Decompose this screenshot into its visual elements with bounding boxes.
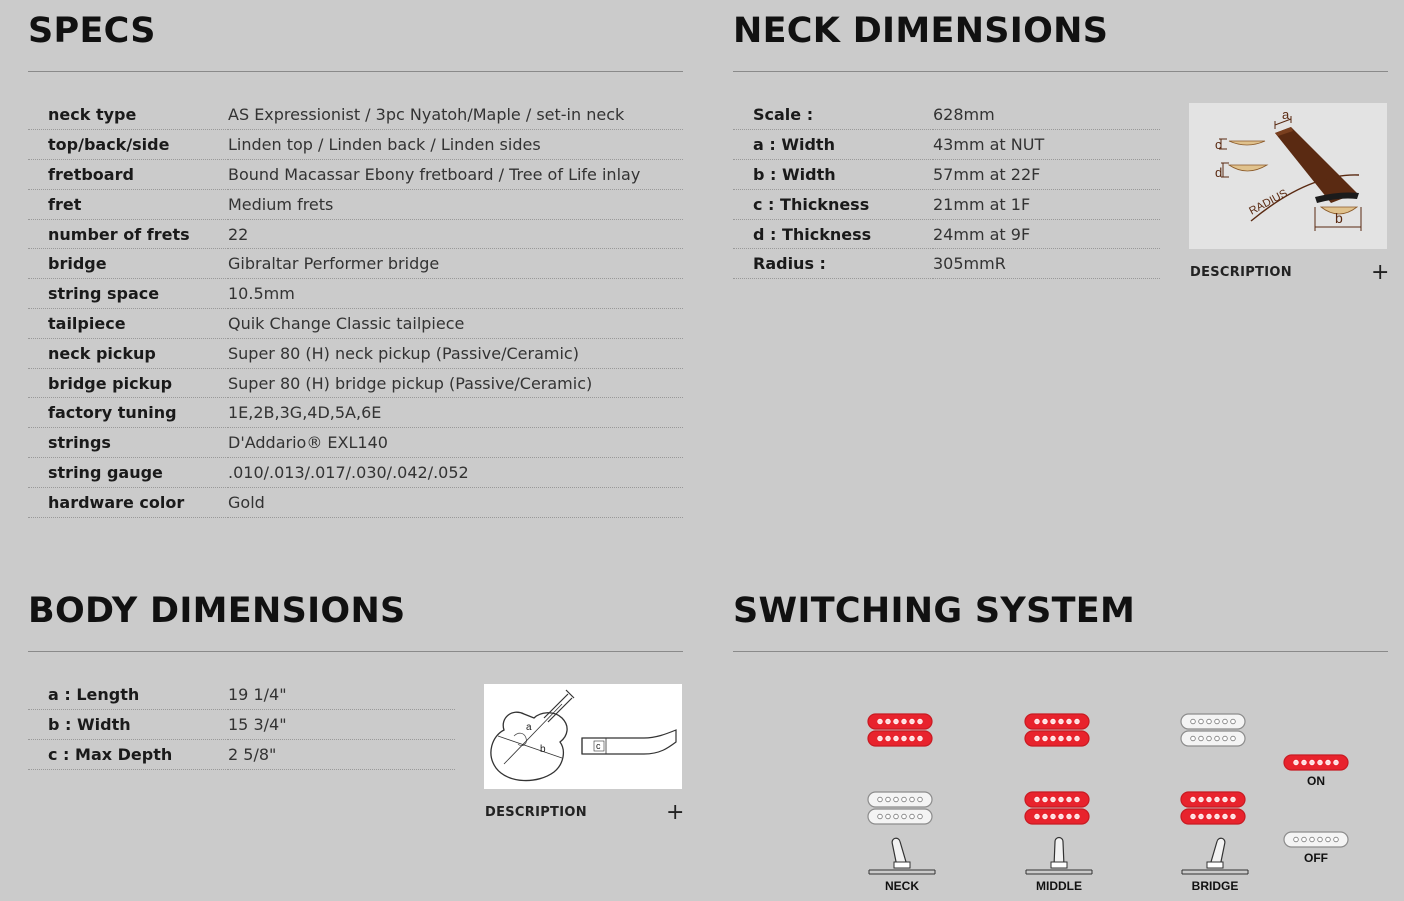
spec-row — [28, 680, 455, 710]
spec-value: AS Expressionist / 3pc Nyatoh/Maple / set-in neck — [228, 100, 683, 130]
neck-dimensions-table — [733, 100, 1160, 279]
spec-value: Gold — [228, 487, 683, 517]
neck-diagram-svg — [1189, 103, 1387, 249]
legend-on-pickup-icon — [1283, 754, 1349, 771]
spec-key: Scale : — [733, 100, 933, 130]
spec-value: Super 80 (H) bridge pickup (Passive/Ceramic) — [228, 368, 683, 398]
body-expand-plus-icon[interactable]: + — [666, 800, 685, 825]
neck-diagram-image — [1189, 103, 1387, 249]
neck-diagram-a-label: a — [1282, 107, 1290, 122]
spec-row — [733, 100, 1160, 130]
spec-row — [28, 100, 683, 130]
neck-dimensions-title: NECK DIMENSIONS — [733, 11, 1109, 51]
neck-expand-plus-icon[interactable]: + — [1371, 260, 1390, 285]
spec-key: tailpiece — [28, 309, 228, 339]
spec-value: Quik Change Classic tailpiece — [228, 309, 683, 339]
legend-off-label: OFF — [1304, 851, 1328, 865]
spec-value: D'Addario® EXL140 — [228, 428, 683, 458]
spec-key: number of frets — [28, 219, 228, 249]
neck-diagram-d-label: d — [1215, 165, 1223, 180]
spec-key: neck type — [28, 100, 228, 130]
spec-value: 24mm at 9F — [933, 219, 1160, 249]
spec-row — [28, 189, 683, 219]
spec-row — [733, 189, 1160, 219]
switching-system-divider — [733, 651, 1388, 652]
neck-pickup-neck-position — [867, 713, 933, 747]
spec-key: Radius : — [733, 249, 933, 279]
spec-row — [28, 398, 683, 428]
spec-row — [28, 279, 683, 309]
spec-value: Medium frets — [228, 189, 683, 219]
switch-position-label: MIDDLE — [1036, 879, 1082, 893]
neck-diagram-c-label: c — [1215, 137, 1222, 152]
spec-row — [733, 130, 1160, 160]
spec-key: a : Width — [733, 130, 933, 160]
switch-position-label: NECK — [884, 879, 919, 893]
spec-row — [28, 219, 683, 249]
spec-row — [28, 160, 683, 190]
spec-key: d : Thickness — [733, 219, 933, 249]
body-dimensions-table — [28, 680, 455, 770]
body-dimensions-divider — [28, 651, 683, 652]
switching-diagram — [733, 660, 1388, 901]
specs-divider — [28, 71, 683, 72]
legend-on-label: ON — [1307, 774, 1325, 788]
spec-row — [733, 160, 1160, 190]
body-description-toggle[interactable]: DESCRIPTION — [485, 805, 587, 820]
spec-row — [733, 219, 1160, 249]
spec-row — [28, 458, 683, 488]
specs-title: SPECS — [28, 11, 156, 51]
neck-diagram-radius-label: RADIUS — [1247, 187, 1290, 218]
spec-key: bridge — [28, 249, 228, 279]
spec-value: 21mm at 1F — [933, 189, 1160, 219]
body-diagram-c-label: c — [596, 741, 601, 751]
specs-table — [28, 100, 683, 518]
body-dimensions-title: BODY DIMENSIONS — [28, 591, 406, 631]
neck-pickup-bridge-position — [1180, 713, 1246, 747]
spec-key: b : Width — [733, 160, 933, 190]
spec-key: fret — [28, 189, 228, 219]
spec-key: top/back/side — [28, 130, 228, 160]
bridge-pickup-middle-position — [1024, 791, 1090, 825]
switch-position-label: BRIDGE — [1191, 879, 1239, 893]
neck-dimensions-divider — [733, 71, 1388, 72]
toggle-switch-neck-icon — [867, 834, 937, 876]
neck-pickup-middle-position — [1024, 713, 1090, 747]
spec-value: Linden top / Linden back / Linden sides — [228, 130, 683, 160]
spec-row — [28, 740, 455, 770]
spec-row — [28, 368, 683, 398]
spec-key: a : Length — [28, 680, 228, 710]
spec-value: 57mm at 22F — [933, 160, 1160, 190]
toggle-switch-middle-icon — [1024, 834, 1094, 876]
spec-key: hardware color — [28, 487, 228, 517]
neck-diagram-b-label: b — [1335, 210, 1343, 226]
body-diagram-a-label: a — [526, 722, 532, 733]
spec-value: Bound Macassar Ebony fretboard / Tree of Life inlay — [228, 160, 683, 190]
switching-system-title: SWITCHING SYSTEM — [733, 591, 1136, 631]
spec-key: c : Max Depth — [28, 740, 228, 770]
spec-value: 43mm at NUT — [933, 130, 1160, 160]
spec-row — [28, 130, 683, 160]
body-diagram-b-label: b — [540, 744, 546, 755]
body-diagram-svg — [484, 684, 682, 789]
spec-value: 305mmR — [933, 249, 1160, 279]
neck-description-toggle[interactable]: DESCRIPTION — [1190, 265, 1292, 280]
spec-key: factory tuning — [28, 398, 228, 428]
specs-section — [28, 11, 683, 518]
spec-key: strings — [28, 428, 228, 458]
switching-system-section — [733, 591, 1388, 652]
spec-key: b : Width — [28, 710, 228, 740]
spec-row — [28, 428, 683, 458]
spec-key: string space — [28, 279, 228, 309]
spec-value: 15 3/4" — [228, 710, 455, 740]
spec-key: neck pickup — [28, 338, 228, 368]
spec-key: c : Thickness — [733, 189, 933, 219]
bridge-pickup-neck-position — [867, 791, 933, 825]
spec-value: 2 5/8" — [228, 740, 455, 770]
spec-value: Gibraltar Performer bridge — [228, 249, 683, 279]
toggle-switch-bridge-icon — [1180, 834, 1250, 876]
spec-value: Super 80 (H) neck pickup (Passive/Ceramic) — [228, 338, 683, 368]
spec-value: 19 1/4" — [228, 680, 455, 710]
spec-value: 1E,2B,3G,4D,5A,6E — [228, 398, 683, 428]
spec-row — [28, 487, 683, 517]
bridge-pickup-bridge-position — [1180, 791, 1246, 825]
spec-row — [28, 338, 683, 368]
spec-row — [28, 249, 683, 279]
legend-off-pickup-icon — [1283, 831, 1349, 848]
body-diagram-image — [484, 684, 682, 789]
spec-value: .010/.013/.017/.030/.042/.052 — [228, 458, 683, 488]
spec-row — [733, 249, 1160, 279]
spec-key: fretboard — [28, 160, 228, 190]
spec-value: 10.5mm — [228, 279, 683, 309]
spec-row — [28, 710, 455, 740]
spec-key: bridge pickup — [28, 368, 228, 398]
spec-value: 628mm — [933, 100, 1160, 130]
spec-row — [28, 309, 683, 339]
spec-key: string gauge — [28, 458, 228, 488]
spec-value: 22 — [228, 219, 683, 249]
